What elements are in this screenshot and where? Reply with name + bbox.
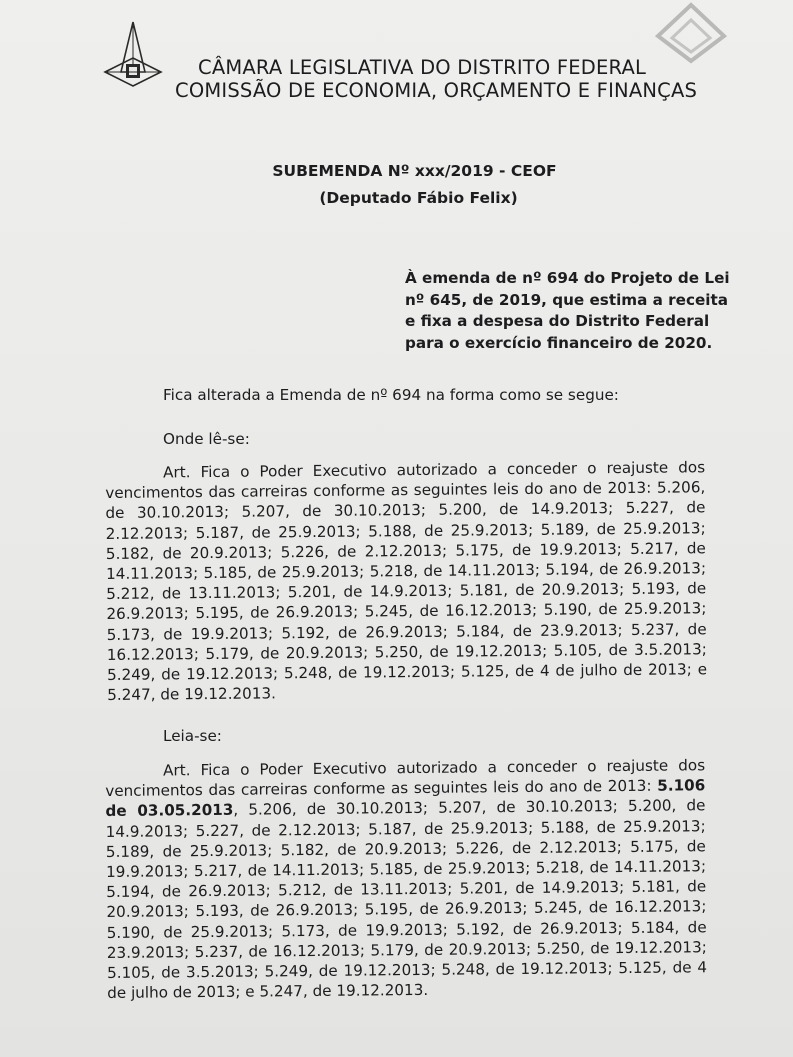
cldf-emblem-icon bbox=[102, 20, 164, 90]
original-article: Art. Fica o Poder Executivo autorizado a conceder o reajuste dos vencimentos das carreiras conforme as seguintes leis do ano de 2013: 5.206, de 30.10.2013; 5.207, de 30.10.2013; 5.200, de 14.9.2013; 5.227, de 2.12.2013; 5.187, de 25.9.2013; 5.188, de 25.9.2013; 5.189, de 25.9.2013; 5.182, de 20.9.2013; 5.226, de 2.12.2013; 5.175, de 19.9.2013; 5.217, de 14.11.2013; 5.185, de 25.9.2013; 5.218, de 14.11.2013; 5.194, de 26.9.2013; 5.212, de 13.11.2013; 5.201, de 14.9.2013; 5.181, de 20.9.2013; 5.193, de 26.9.2013; 5.195, de 26.9.2013; 5.245, de 16.12.2013; 5.190, de 25.9.2013; 5.173, de 19.9.2013; 5.192, de 26.9.2013; 5.184, de 23.9.2013; 5.237, de 16.12.2013; 5.179, de 20.9.2013; 5.250, de 19.12.2013; 5.105, de 3.5.2013; 5.249, de 19.12.2013; 5.248, de 19.12.2013; 5.125, de 4 de julho de 2013; e 5.247, de 19.12.2013. bbox=[105, 458, 708, 705]
amended-article-prefix: Art. Fica o Poder Executivo autorizado a conceder o reajuste dos vencimentos das carreiras conforme as seguintes leis do ano de 2013: bbox=[105, 756, 706, 801]
document-title: SUBEMENDA Nº xxx/2019 - CEOF bbox=[272, 162, 557, 180]
diamond-watermark-icon bbox=[655, 2, 727, 64]
document-author: (Deputado Fábio Felix) bbox=[319, 189, 518, 207]
leia-se-label: Leia-se: bbox=[163, 727, 222, 745]
onde-le-se-label: Onde lê-se: bbox=[163, 430, 250, 448]
amended-article-highlight: 5.106 de 03.05.2013 bbox=[105, 776, 706, 821]
commission-name: COMISSÃO DE ECONOMIA, ORÇAMENTO E FINANÇAS bbox=[175, 79, 698, 102]
intro-paragraph: Fica alterada a Emenda de nº 694 na forma como se segue: bbox=[163, 386, 619, 404]
amended-article-rest: , 5.206, de 30.10.2013; 5.207, de 30.10.2013; 5.200, de 14.9.2013; 5.227, de 2.12.2013; 5.187, de 25.9.2013; 5.188, de 25.9.2013; 5.189, de 25.9.2013; 5.182, de 20.9.2013; 5.226, de 2.12.2013; 5.175, de 19.9.2013; 5.217, de 14.11.2013; 5.185, de 25.9.2013; 5.218, de 14.11.2013; 5.194, de 26.9.2013; 5.212, de 13.11.2013; 5.201, de 14.9.2013; 5.181, de 20.9.2013; 5.193, de 26.9.2013; 5.195, de 26.9.2013; 5.245, de 16.12.2013; 5.190, de 25.9.2013; 5.173, de 19.9.2013; 5.192, de 26.9.2013; 5.184, de 23.9.2013; 5.237, de 16.12.2013; 5.179, de 20.9.2013; 5.250, de 19.12.2013; 5.105, de 3.5.2013; 5.249, de 19.12.2013; 5.248, de 19.12.2013; 5.125, de 4 de julho de 2013; e 5.247, de 19.12.2013. bbox=[105, 796, 708, 1003]
amended-article bbox=[105, 755, 707, 1003]
org-name: CÂMARA LEGISLATIVA DO DISTRITO FEDERAL bbox=[198, 56, 647, 79]
ementa: À emenda de nº 694 do Projeto de Lei nº 645, de 2019, que estima a receita e fixa a despesa do Distrito Federal para o exercício financeiro de 2020. bbox=[405, 269, 730, 352]
